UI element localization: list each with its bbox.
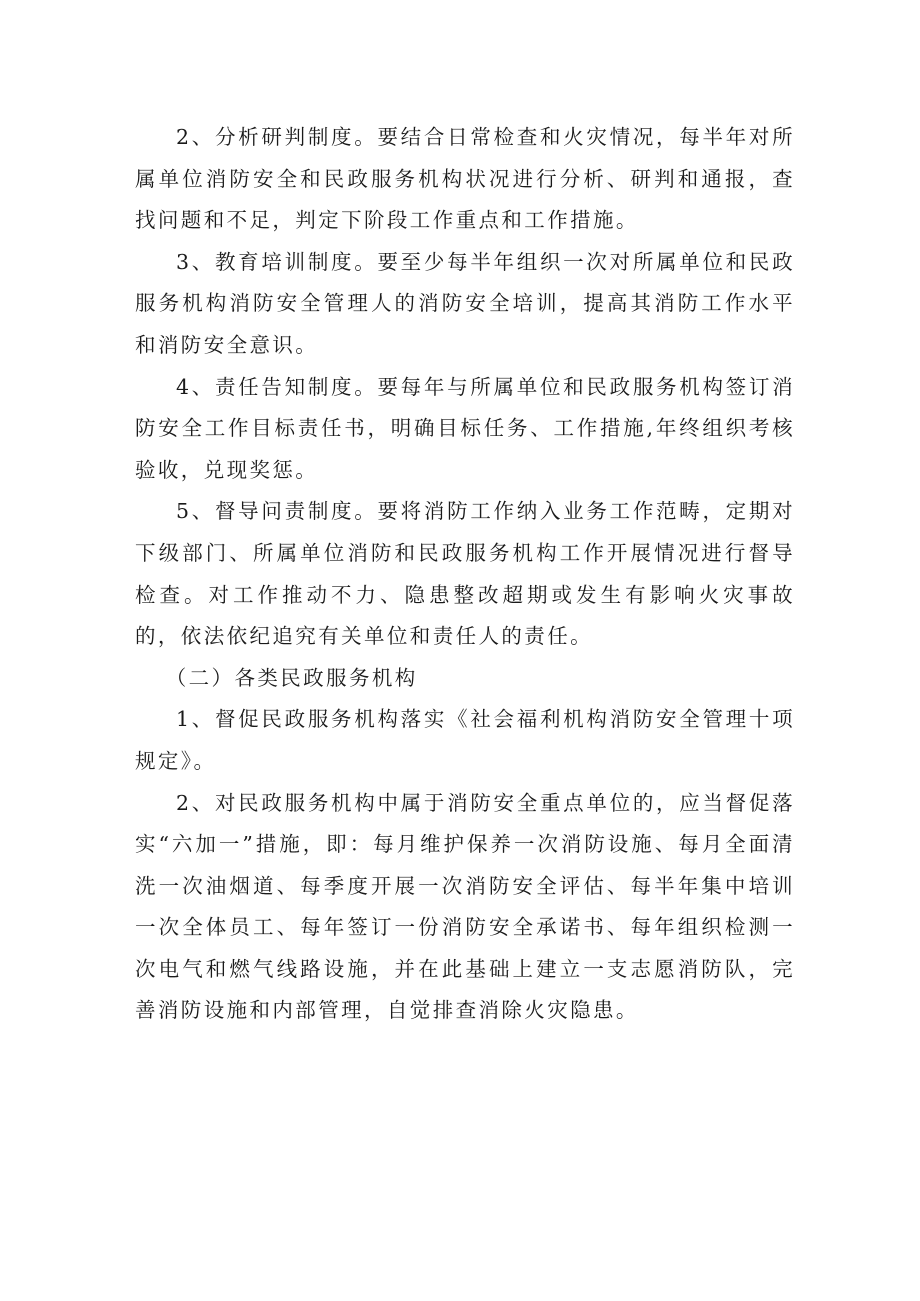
paragraph-six-plus-one: 2、对民政服务机构中属于消防安全重点单位的，应当督促落实“六加一”措施，即：每月维护保养一次消防设施、每月全面清洗一次油烟道、每季度开展一次消防安全评估、每半年集中培训一次全体员工、每年签订一份消防安全承诺书、每年组织检测一次电气和燃气线路设施，并在此基础上建立一支志愿消防队，完善消防设施和内部管理，自觉排查消除火灾隐患。 — [135, 790, 795, 1023]
paragraph-training-system: 3、教育培训制度。要至少每半年组织一次对所属单位和民政服务机构消防安全管理人的消防安全培训，提高其消防工作水平和消防安全意识。 — [135, 249, 795, 357]
section-heading-service-institutions: （二）各类民政服务机构 — [165, 665, 418, 690]
paragraph-responsibility-system: 4、责任告知制度。要每年与所属单位和民政服务机构签订消防安全工作目标责任书，明确目标任务、工作措施,年终组织考核验收，兑现奖惩。 — [135, 374, 795, 482]
paragraph-analysis-system: 2、分析研判制度。要结合日常检查和火灾情况，每半年对所属单位消防安全和民政服务机构状况进行分析、研判和通报，查找问题和不足，判定下阶段工作重点和工作措施。 — [135, 125, 795, 233]
document-body — [135, 117, 795, 1032]
paragraph-supervision-system: 5、督导问责制度。要将消防工作纳入业务工作范畴，定期对下级部门、所属单位消防和民政服务机构工作开展情况进行督导检查。对工作推动不力、隐患整改超期或发生有影响火灾事故的，依法依纪追究有关单位和责任人的责任。 — [135, 499, 795, 649]
paragraph-ten-regulations: 1、督促民政服务机构落实《社会福利机构消防安全管理十项规定》。 — [135, 707, 795, 773]
